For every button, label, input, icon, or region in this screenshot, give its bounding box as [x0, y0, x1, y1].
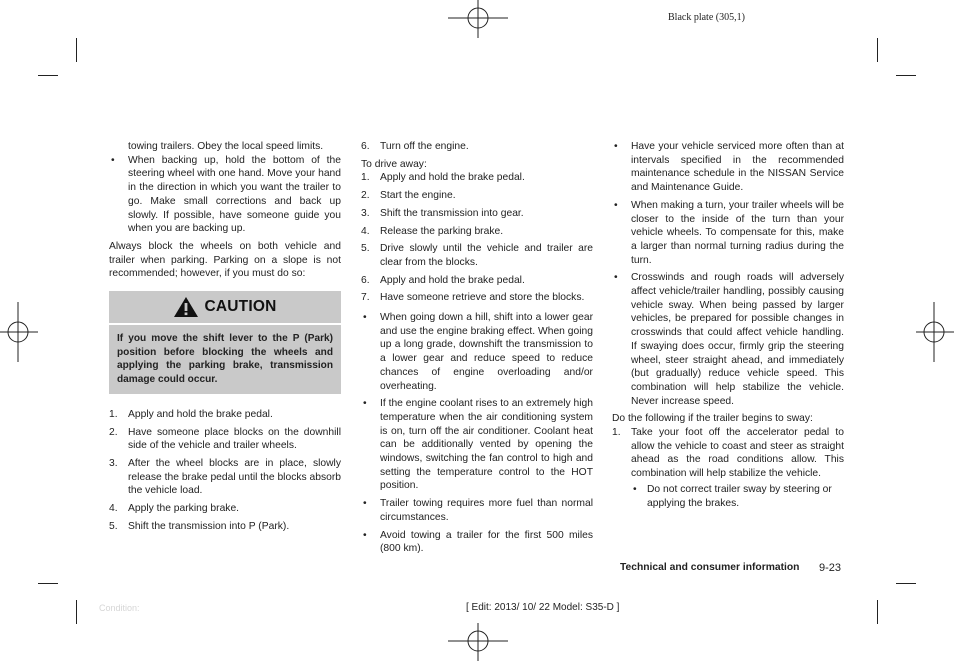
to-drive-heading: To drive away:	[361, 158, 427, 170]
caution-title: CAUTION	[204, 298, 277, 316]
step-item	[109, 426, 341, 453]
step-number: 3.	[109, 457, 118, 469]
crop-mark	[76, 38, 77, 62]
bullet-item	[361, 497, 593, 524]
warning-triangle-icon	[173, 296, 199, 318]
bullet-icon: •	[111, 154, 115, 166]
crop-mark	[877, 600, 878, 624]
bullet-icon: •	[614, 141, 618, 152]
bullet-text: Have your vehicle serviced more often than at intervals specified in the recommended maintenance schedule in the NISSAN Service and Maintenance Guide.	[631, 141, 844, 194]
step-number: 2.	[109, 426, 118, 438]
bullet-text: When backing up, hold the bottom of the steering wheel with one hand. Move your hand in the direction in which you want the trailer to go. Make small corrections and back up slowly. If possible, have someone guide you when you are backing up.	[128, 154, 341, 235]
sub-bullet-item	[631, 483, 844, 510]
condition-label: Condition:	[99, 603, 140, 613]
crop-mark	[76, 600, 77, 624]
bullet-item	[361, 311, 593, 393]
step-number: 5.	[361, 243, 370, 255]
column-middle	[361, 140, 593, 560]
step-number: 4.	[109, 503, 118, 515]
step-item	[361, 242, 593, 269]
continued-text: towing trailers. Obey the local speed limits.	[128, 141, 324, 152]
step-item	[361, 140, 593, 154]
bullet-icon: •	[363, 312, 367, 324]
step-item	[361, 189, 593, 203]
sub-bullet-text: Do not correct trailer sway by steering or applying the brakes.	[647, 483, 832, 509]
step-number: 2.	[361, 190, 370, 202]
step-number: 7.	[361, 292, 370, 304]
bullet-text: Crosswinds and rough roads will adversely affect vehicle/trailer handling, possibly causing vehicle sway. When being passed by larger vehicles, be prepared for possible changes in crosswinds that could affect vehicle handling. If swaying does occur, firmly grip the steering wheel, steer straight ahead, and immediately (but gradually) reduce vehicle speed. This combination will help stabilize the vehicle. Never increase speed.	[631, 272, 844, 407]
bullet-text: Trailer towing requires more fuel than normal circumstances.	[380, 498, 593, 523]
step-text: Apply the parking brake.	[128, 503, 240, 515]
step-text: Shift the transmission into P (Park).	[128, 520, 290, 532]
bullet-text: Avoid towing a trailer for the first 500 miles (800 km).	[380, 529, 593, 555]
column-right	[612, 140, 844, 510]
bullet-icon: •	[363, 498, 367, 510]
registration-mark-top-icon	[446, 0, 510, 40]
crop-mark	[877, 38, 878, 62]
step-item	[361, 207, 593, 221]
bullet-icon: •	[614, 199, 618, 211]
step-item	[109, 457, 341, 498]
step-text: After the wheel blocks are in place, slowly release the brake pedal until the blocks absorb the vehicle load.	[128, 457, 341, 497]
crop-mark	[896, 583, 916, 584]
step-text: Take your foot off the accelerator pedal to allow the vehicle to coast and steer as straight ahead as the road conditions allow. This combination will help stabilize the vehicle.	[631, 427, 844, 480]
step-item	[109, 408, 341, 422]
sub-bullet-icon: •	[633, 483, 637, 495]
bullet-item	[612, 140, 844, 195]
step-item	[109, 502, 341, 516]
step-number: 6.	[361, 141, 370, 152]
step-item	[109, 520, 341, 534]
step-number: 1.	[612, 427, 621, 439]
step-number: 6.	[361, 274, 370, 286]
step-text: Shift the transmission into gear.	[380, 207, 524, 219]
step-text: Release the parking brake.	[380, 225, 504, 237]
sway-intro: Do the following if the trailer begins to sway:	[612, 413, 813, 425]
caution-body: If you move the shift lever to the P (Park) position before blocking the wheels and applying the parking brake, transmission damage could occur.	[109, 325, 341, 394]
step-text: Have someone place blocks on the downhill side of the vehicle and trailer wheels.	[128, 426, 341, 452]
step-item	[612, 426, 844, 481]
step-number: 4.	[361, 225, 370, 237]
step-number: 5.	[109, 520, 118, 532]
paragraph-block-wheels: Always block the wheels on both vehicle and trailer when parking. Parking on a slope is not recommended; however, if you must do so:	[109, 240, 341, 280]
caution-header	[109, 291, 341, 323]
step-text: Drive slowly until the vehicle and trailer are clear from the blocks.	[380, 243, 593, 268]
step-number: 1.	[361, 172, 370, 184]
bullet-item-backing	[109, 154, 341, 236]
bullet-icon: •	[363, 529, 367, 541]
bullet-text: When going down a hill, shift into a lower gear and use the engine braking effect. When going up a long grade, downshift the transmission to a lower gear and reduce speed to reduce chances of engine overloading and/or overheating.	[380, 312, 593, 392]
bullet-item	[612, 199, 844, 268]
bullet-icon: •	[614, 272, 618, 284]
bullet-item	[612, 271, 844, 408]
bullet-text: When making a turn, your trailer wheels will be closer to the inside of the turn than your vehicle wheels. To compensate for this, make a larger than normal turning radius during the turn.	[631, 199, 844, 266]
step-number: 1.	[109, 408, 118, 420]
step-text: Have someone retrieve and store the blocks.	[380, 292, 585, 304]
column-left	[109, 140, 341, 537]
step-text: Apply and hold the brake pedal.	[380, 172, 525, 184]
step-text: Start the engine.	[380, 190, 456, 202]
registration-mark-left-icon	[0, 302, 40, 362]
step-text: Apply and hold the brake pedal.	[128, 408, 273, 420]
edit-info: [ Edit: 2013/ 10/ 22 Model: S35-D ]	[466, 602, 620, 613]
step-item	[361, 225, 593, 239]
crop-mark	[896, 75, 916, 76]
page-number: 9-23	[819, 562, 842, 574]
step-item	[361, 274, 593, 288]
crop-mark	[38, 75, 58, 76]
step-text: Turn off the engine.	[380, 141, 469, 152]
registration-mark-right-icon	[914, 302, 954, 362]
bullet-item	[361, 397, 593, 493]
step-item	[361, 291, 593, 305]
step-item	[361, 171, 593, 185]
bullet-icon: •	[363, 398, 367, 410]
bullet-item	[361, 529, 593, 556]
step-number: 3.	[361, 207, 370, 219]
step-text: Apply and hold the brake pedal.	[380, 274, 525, 286]
plate-label: Black plate (305,1)	[668, 12, 745, 23]
footer-section-title: Technical and consumer information	[620, 562, 800, 573]
bullet-text: If the engine coolant rises to an extremely high temperature when the air conditioning system is on, turn off the air conditioner. Coolant heat can be additionally vented by opening the windows, switching the fan control to high and setting the temperature control to the HOT position.	[380, 398, 593, 492]
crop-mark	[38, 583, 58, 584]
registration-mark-bottom-icon	[446, 623, 510, 661]
